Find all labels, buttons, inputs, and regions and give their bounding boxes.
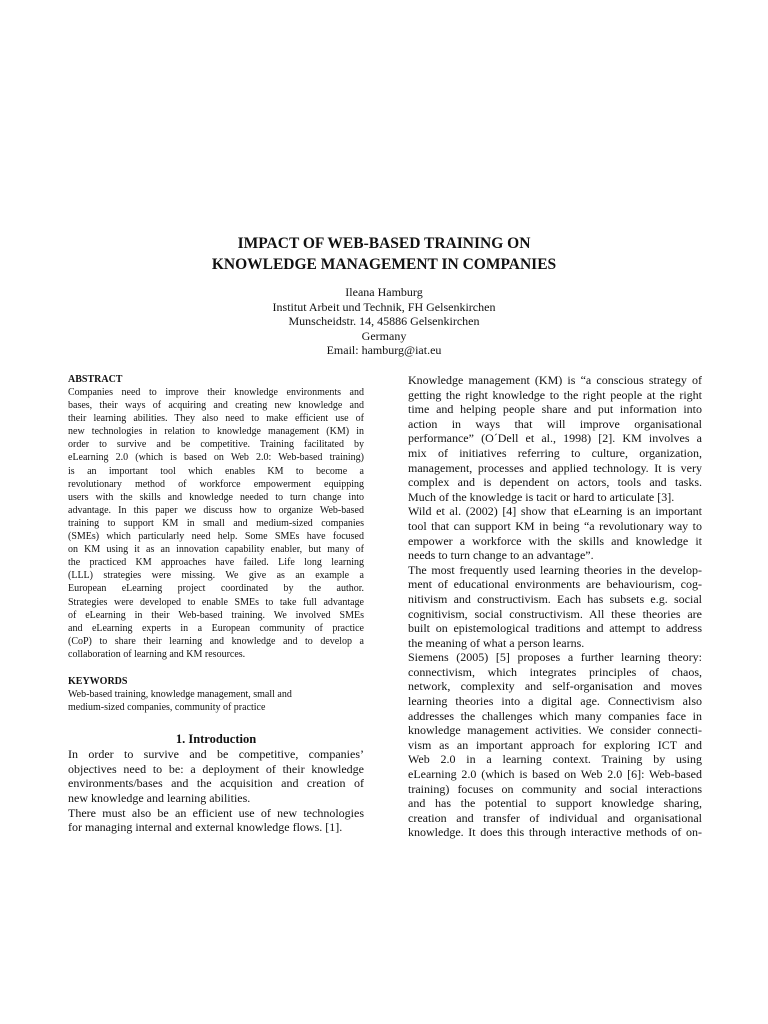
body-line: performance” (O´Dell et al., 1998) [2]. KM involves a [408,431,702,446]
body-line: built on epistemological traditions and attempt to address [408,621,702,636]
body-line: the meaning of what a person learns. [408,635,585,650]
body-line: cognitivism, social constructivism. All these theories are [408,606,702,621]
body-line: getting the right knowledge to the right people at the right [408,387,702,402]
section-heading-introduction: 1. Introduction [175,732,257,747]
body-line: Much of the knowledge is tacit or hard to articulate [3]. [408,489,675,504]
body-line: Wild et al. (2002) [4] show that eLearning is an important [408,504,702,519]
abstract-line: bases, their ways of acquiring and creating new knowledge and [68,400,364,412]
abstract-line: (LLL) strategies were missing. We give as an example a [68,570,364,582]
keywords-body [68,688,364,714]
title-line: IMPACT OF WEB-BASED TRAINING ON [237,235,531,252]
abstract-line: users with the skills and knowledge needed to turn change into [68,491,364,503]
abstract-line: advantage. In this paper we discuss how to organize Web-based [68,504,364,516]
author-name: Ileana Hamburg [345,285,423,299]
author-country: Germany [361,328,407,343]
body-line: nitivism and constructivism. Each has subsets e.g. social [408,591,702,606]
body-line: connectivism, which integrates principles of chaos, [408,664,702,679]
body-line: Siemens (2005) [5] proposes a further learning theory: [408,650,702,665]
body-line: mix of initiatives referring to culture, organization, [408,445,702,460]
abstract-line: and eLearning experts in a European community of practice [68,622,364,634]
abstract-line: collaboration of learning and KM resources. [68,648,246,660]
body-line: eLearning 2.0 (which is based on Web 2.0 [6]: Web-based [408,767,702,782]
abstract-line: European eLearning project coordinated by the author. [68,583,364,595]
body-line: addresses the challenges which many companies face in [408,708,702,723]
abstract-line: the practiced KM approaches have failed. Life long learning [68,557,364,569]
right-column [408,373,702,840]
body-line: network, complexity and self-organisation and moves [408,679,702,694]
body-line: empower a workforce with the skills and knowledge it [408,533,702,548]
intro-line: for managing internal and external knowledge flows. [1]. [68,820,343,835]
body-line: action in ways that will improve organisational [408,416,702,431]
body-line: complex and is dependent on actors, tools and tasks. [408,475,702,490]
author-affiliation: Institut Arbeit und Technik, FH Gelsenkirchen [272,299,496,314]
body-line: learning theories into a digital age. Connectivism also [408,694,702,709]
intro-line: In order to survive and be competitive, companies’ [68,747,364,762]
paper-title [0,233,768,275]
body-line: management, processes and applied technology. It is very [408,460,702,475]
abstract-body [68,386,364,661]
body-line: knowledge. It does this through interactive methods of on- [408,825,702,840]
body-line: tool that can support KM in being “a revolutionary way to [408,518,702,533]
body-line: time and helping people share and put information into [408,402,702,417]
abstract-line: new technologies in relation to knowledge management (KM) in [68,426,364,438]
body-line: and has the potential to support knowledge sharing, [408,796,702,811]
abstract-line: Strategies were developed to enable SMEs to take full advantage [68,596,364,608]
keywords-line: Web-based training, knowledge management, small and [68,688,292,700]
author-block [0,285,768,358]
abstract-line: on KM using it as an innovation capability enabler, but many of [68,544,364,556]
title-line: KNOWLEDGE MANAGEMENT IN COMPANIES [211,256,557,273]
body-line: Web 2.0 in a learning context. Training by using [408,752,702,767]
abstract-line: of eLearning in their Web-based training. We involved SMEs [68,609,364,621]
intro-line: new knowledge and learning abilities. [68,790,251,805]
abstract-heading: ABSTRACT [68,374,123,385]
body-line: knowledge management activities. We consider connecti- [408,723,702,738]
abstract-line: eLearning 2.0 (which is based on Web 2.0: Web-based training) [68,452,364,464]
body-line: ment of educational environments are behaviourism, cog- [408,577,702,592]
abstract-line: revolutionary method of workforce empowerment equipping [68,478,364,490]
body-line: The most frequently used learning theories in the develop- [408,562,702,577]
intro-line: objectives need to be: a deployment of their knowledge [68,761,364,776]
body-line: creation and transfer of individual and organisational [408,810,702,825]
left-column [68,373,364,835]
abstract-line: (SMEs) which particularly need help. Some SMEs have focused [68,531,364,543]
introduction-body [68,747,364,835]
keywords-line: medium-sized companies, community of practice [68,702,266,714]
body-line: training) focuses on community and social interactions [408,781,702,796]
intro-line: There must also be an efficient use of new technologies [68,805,364,820]
intro-line: environments/bases and the acquisition and creation of [68,776,364,791]
abstract-line: order to survive and be competitive. Training facilitated by [68,439,364,451]
keywords-heading: KEYWORDS [68,675,128,687]
abstract-line: training to support KM in small and medium-sized companies [68,517,364,529]
abstract-line: is an important tool which enables KM to become a [68,465,364,477]
body-line: needs to turn change to an advantage”. [408,548,594,563]
author-email: Email: hamburg@iat.eu [326,343,442,358]
body-line: Knowledge management (KM) is “a conscious strategy of [408,373,702,387]
abstract-line: their learning abilities. They also need to make efficient use of [68,413,364,425]
abstract-line: (CoP) to share their learning and knowledge and to develop a [68,635,364,647]
body-line: vism as an important approach for exploring ICT and [408,737,702,752]
abstract-line: Companies need to improve their knowledge environments and [68,387,364,398]
author-address: Munscheidstr. 14, 45886 Gelsenkirchen [288,314,480,329]
